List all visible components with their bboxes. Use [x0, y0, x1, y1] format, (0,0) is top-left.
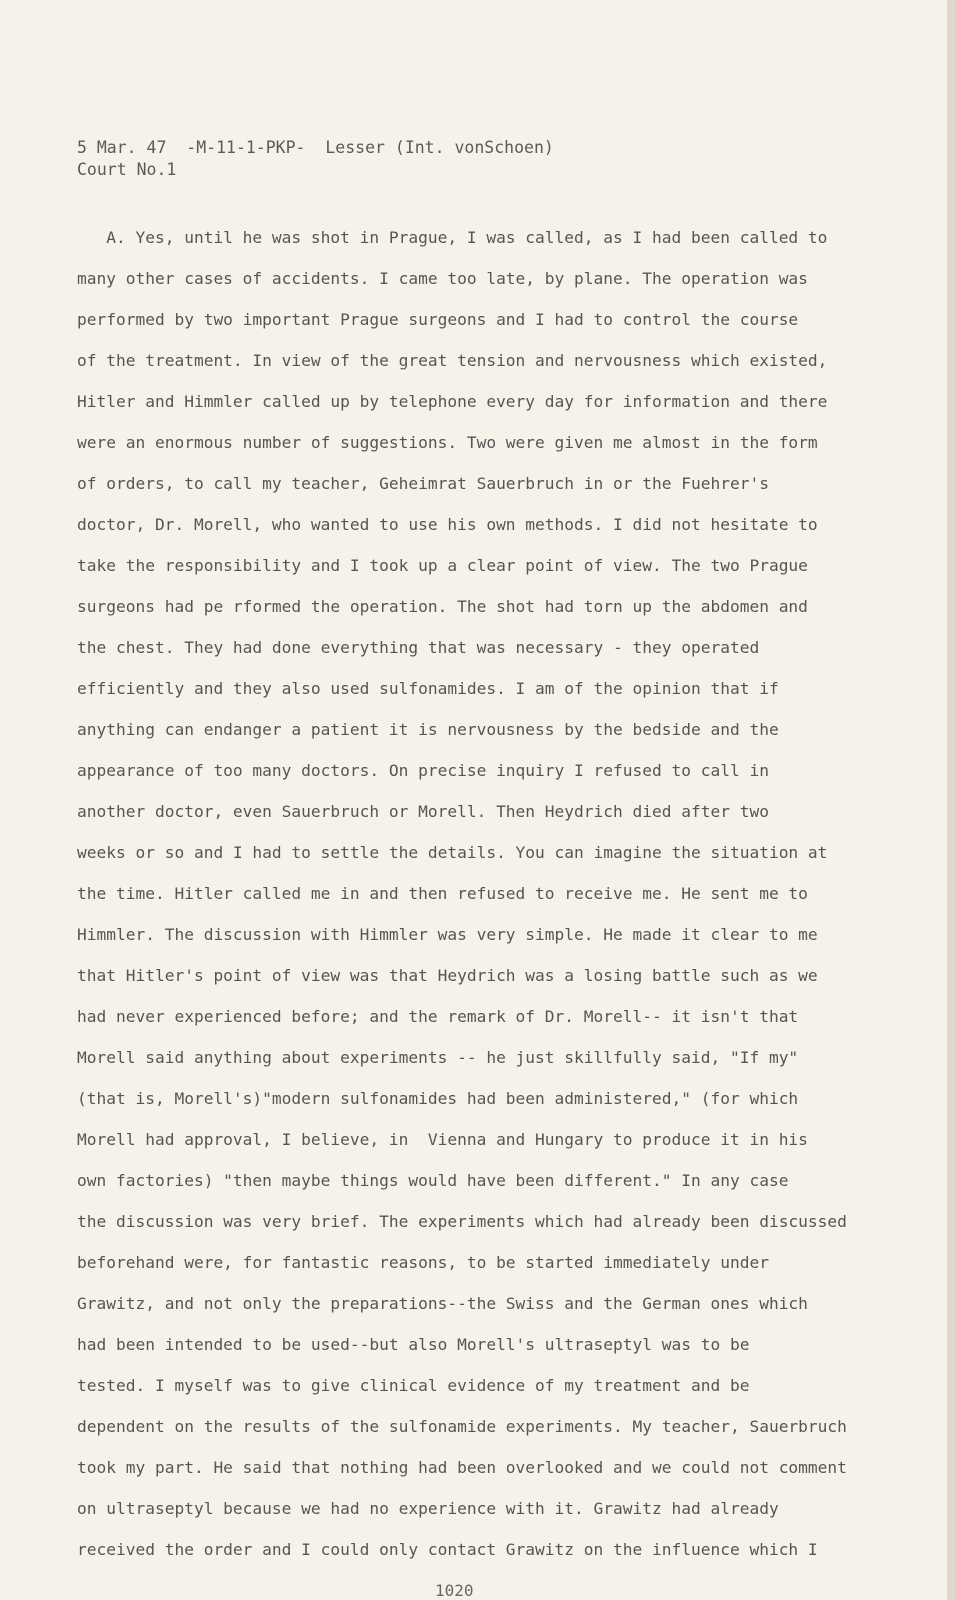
body-line: were an enormous number of suggestions. Two were given me almost in the form: [77, 433, 818, 452]
body-line: another doctor, even Sauerbruch or Morell. Then Heydrich died after two: [77, 802, 769, 821]
body-line: that Hitler's point of view was that Heydrich was a losing battle such as we: [77, 966, 818, 985]
body-line: of the treatment. In view of the great tension and nervousness which existed,: [77, 351, 828, 370]
body-line: beforehand were, for fantastic reasons, to be started immediately under: [77, 1253, 769, 1272]
body-line: own factories) "then maybe things would have been different." In any case: [77, 1171, 789, 1190]
body-line: of orders, to call my teacher, Geheimrat Sauerbruch in or the Fuehrer's: [77, 474, 769, 493]
body-line: appearance of too many doctors. On precise inquiry I refused to call in: [77, 761, 769, 780]
body-line: A. Yes, until he was shot in Prague, I was called, as I had been called to: [77, 228, 828, 247]
body-line: Morell had approval, I believe, in Vienna and Hungary to produce it in his: [77, 1130, 808, 1149]
body-line: had been intended to be used--but also Morell's ultraseptyl was to be: [77, 1335, 750, 1354]
page-number: 1020: [435, 1581, 474, 1600]
body-line: take the responsibility and I took up a clear point of view. The two Prague: [77, 556, 808, 575]
body-line: weeks or so and I had to settle the details. You can imagine the situation at: [77, 843, 828, 862]
body-line: anything can endanger a patient it is nervousness by the bedside and the: [77, 720, 779, 739]
body-line: had never experienced before; and the remark of Dr. Morell-- it isn't that: [77, 1007, 799, 1026]
transcript-body: [77, 217, 892, 1570]
body-line: on ultraseptyl because we had no experience with it. Grawitz had already: [77, 1499, 779, 1518]
body-line: the time. Hitler called me in and then refused to receive me. He sent me to: [77, 884, 808, 903]
body-line: dependent on the results of the sulfonamide experiments. My teacher, Sauerbruch: [77, 1417, 847, 1436]
body-line: the chest. They had done everything that was necessary - they operated: [77, 638, 760, 657]
body-line: doctor, Dr. Morell, who wanted to use his own methods. I did not hesitate to: [77, 515, 818, 534]
body-line: (that is, Morell's)"modern sulfonamides had been administered," (for which: [77, 1089, 799, 1108]
header-line-2: Court No.1: [77, 160, 177, 179]
body-line: Hitler and Himmler called up by telephone every day for information and there: [77, 392, 828, 411]
body-line: tested. I myself was to give clinical evidence of my treatment and be: [77, 1376, 750, 1395]
transcript-header: [77, 137, 554, 181]
header-line-1: 5 Mar. 47 -M-11-1-PKP- Lesser (Int. vonSchoen): [77, 138, 554, 157]
body-line: surgeons had pe rformed the operation. The shot had torn up the abdomen and: [77, 597, 808, 616]
body-line: Himmler. The discussion with Himmler was very simple. He made it clear to me: [77, 925, 818, 944]
body-line: Grawitz, and not only the preparations--the Swiss and the German ones which: [77, 1294, 808, 1313]
body-line: Morell said anything about experiments -- he just skillfully said, "If my": [77, 1048, 799, 1067]
body-line: the discussion was very brief. The experiments which had already been discussed: [77, 1212, 847, 1231]
body-line: efficiently and they also used sulfonamides. I am of the opinion that if: [77, 679, 779, 698]
page-edge: [947, 0, 955, 1600]
body-line: many other cases of accidents. I came too late, by plane. The operation was: [77, 269, 808, 288]
body-line: took my part. He said that nothing had been overlooked and we could not comment: [77, 1458, 847, 1477]
body-line: received the order and I could only contact Grawitz on the influence which I: [77, 1540, 818, 1559]
body-line: performed by two important Prague surgeons and I had to control the course: [77, 310, 799, 329]
